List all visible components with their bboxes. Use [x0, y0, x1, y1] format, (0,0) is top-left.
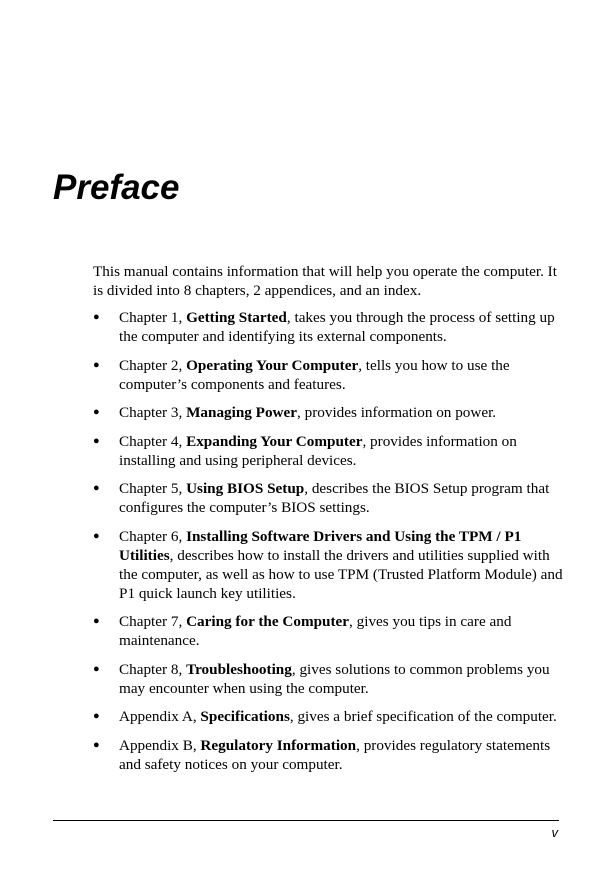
item-description: , provides information on power. [297, 404, 497, 421]
item-prefix: Chapter 7, [119, 613, 187, 630]
footer-divider [53, 820, 559, 821]
list-item [93, 403, 568, 422]
item-description: , describes the BIOS Setup program that configures the computer’s BIOS settings. [119, 480, 550, 516]
item-title: Caring for the Computer [186, 613, 350, 630]
item-prefix: Chapter 2, [119, 356, 187, 374]
item-description: , provides information on installing and using peripheral devices. [119, 432, 517, 469]
item-prefix: Chapter 6, [119, 527, 187, 545]
list-item [93, 308, 568, 346]
bullet-icon: ● [93, 358, 100, 371]
item-title: Expanding Your Computer [186, 432, 363, 450]
bullet-icon: ● [93, 482, 100, 494]
bullet-icon: ● [93, 662, 100, 675]
bullet-icon: ● [93, 738, 100, 751]
item-title: Using BIOS Setup [186, 480, 305, 497]
item-prefix: Appendix B, [119, 736, 201, 754]
item-prefix: Chapter 3, [119, 404, 187, 421]
list-item [93, 660, 568, 698]
list-item [93, 479, 568, 517]
item-description: , gives you tips in care and maintenance. [119, 613, 512, 649]
item-description: , provides regulatory statements and safety notices on your computer. [119, 736, 551, 773]
item-prefix: Chapter 8, [119, 660, 187, 678]
item-description: , gives solutions to common problems you may encounter when using the computer. [119, 660, 550, 697]
item-title: Specifications [200, 708, 290, 725]
bullet-icon: ● [93, 710, 100, 722]
intro-paragraph: This manual contains information that will help you operate the computer. It is divided into 8 chapters, 2 appendices, and an index. [93, 263, 557, 299]
page-number: v [551, 825, 558, 840]
bullet-icon: ● [93, 311, 100, 323]
item-prefix: Chapter 4, [119, 432, 187, 450]
item-description: , tells you how to use the computer’s components and features. [119, 356, 510, 393]
item-title: Troubleshooting [186, 660, 292, 678]
item-title: Operating Your Computer [186, 356, 359, 374]
chapter-list [93, 308, 568, 774]
item-title: Installing Software Drivers and Using the TPM / P1 Utilities [119, 527, 522, 564]
list-item [93, 736, 568, 774]
item-title: Regulatory Information [200, 736, 357, 754]
bullet-icon: ● [93, 615, 100, 627]
list-item [93, 356, 568, 394]
item-description: , describes how to install the drivers and utilities supplied with the computer, as well as how to use TPM (Trusted Platform Module) and P1 quick launch key utilities. [119, 546, 563, 602]
item-description: , takes you through the process of setting up the computer and identifying its external components. [119, 309, 555, 345]
item-title: Getting Started [186, 309, 287, 326]
item-prefix: Chapter 1, [119, 309, 187, 326]
list-item [93, 707, 568, 726]
list-item [93, 527, 568, 603]
page-title: Preface [53, 168, 180, 207]
bullet-icon: ● [93, 529, 100, 542]
bullet-icon: ● [93, 434, 100, 447]
item-prefix: Appendix A, [119, 708, 201, 725]
item-prefix: Chapter 5, [119, 480, 187, 497]
item-title: Managing Power [186, 404, 298, 421]
list-item [93, 432, 568, 470]
bullet-icon: ● [93, 406, 100, 418]
preface-content [93, 262, 568, 783]
list-item [93, 612, 568, 650]
item-description: , gives a brief specification of the computer. [289, 708, 557, 725]
